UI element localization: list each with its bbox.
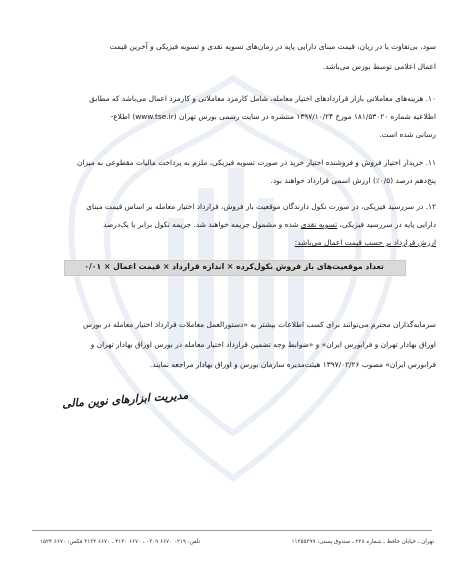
closing-text: سرمایه‌گذاران محترم می‌توانند برای کسب اطلاعات بیشتر به «دستورالعمل معاملات قرارداد اختیار معامله در بورس	[83, 320, 436, 329]
closing-text: اوراق بهادار تهران و فرابورس ایران» و «ضوابط وجه تضمین قرارداد اختیار معامله در بورس اوراق بهادار تهران و	[90, 340, 436, 349]
item-12-text-part: شده و مشمول جریمه خواهند شد. جریمه نکول برابر با یک‌درصد	[103, 220, 301, 229]
text-line: سود، بی‌تفاوت یا در زیان، قیمت مبنای دارایی پایه در زمان‌های تسویه نقدی و تسویه فیزیکی و آخرین قیمت	[109, 42, 436, 51]
footer-phones: تلفن: ۰۲۱۹ ۶۶۷۰ ۰۳۰۹ ـ ۶۶۷۰ ۴۱۳۰ ـ ۶۶۷۰ ۴۱۳۲ فکس: ۶۶۷۰ ۱۵۲۴	[40, 539, 201, 545]
item-11-text: ۱۱. خریدار اختیار فروش و فروشنده اختیار خرید در صورت تسویه فیزیکی، ملزم به پرداخت مالیات مقطوعی به میزان	[76, 158, 436, 167]
item-12-text: ارزش قرارداد بر حسب قیمت اعمال می‌باشد:	[294, 238, 436, 247]
item-10-text: ۱۰. هزینه‌های معاملاتی بازار قراردادهای اختیار معامله، شامل کارمزد معاملاتی و کارمزد اعمال می‌باشد که مطابق	[89, 94, 436, 103]
underlined-term: تسویه نقدی	[300, 220, 338, 229]
footer-divider	[32, 530, 432, 531]
item-12-text: ۱۲. در سررسید فیزیکی، در صورت نکول دارندگان موقعیت باز فروش، قرارداد اختیار معامله بر اساس قیمت مبنای	[86, 202, 436, 211]
penalty-formula: تعداد موقعیت‌های باز فروش نکول‌کرده × اندازه قرارداد × قیمت اعمال × ۰/۰۱	[84, 262, 384, 271]
item-10-text: رسانی شده است.	[379, 130, 436, 139]
closing-text: فرابورس ایران» مصوب ۱۳۹۷/۰۲/۲۶ هیئت‌مدیره سازمان بورس و اوراق بهادار مراجعه نمایند.	[149, 360, 436, 369]
item-10-text: اطلاعیه شماره ۱۸۱/۵۳۰۲۰ مورخ ۱۳۹۷/۱۰/۲۴ منتشره در سایت رسمی بورس تهران (www.tse.ir) اطلاع-	[110, 112, 436, 121]
tse-emblem-watermark	[48, 58, 418, 498]
item-12-text-part: دارایی پایه در سررسید فیزیکی،	[337, 220, 436, 229]
item-12-text	[103, 220, 436, 230]
signature: مدیریت ابزارهای نوین مالی	[61, 388, 189, 411]
item-11-text: پنج‌دهم درصد (۰/۵٪) ارزش اسمی قرارداد خواهند بود.	[270, 176, 436, 185]
footer-address: تهران ـ خیابان حافظ ـ شماره ۲۲۸ ـ صندوق پستی: ۱۱۳۵۵۳۹۹	[291, 539, 434, 545]
text-line: اعمال اعلامی توسط بورس می‌باشد.	[322, 62, 436, 71]
